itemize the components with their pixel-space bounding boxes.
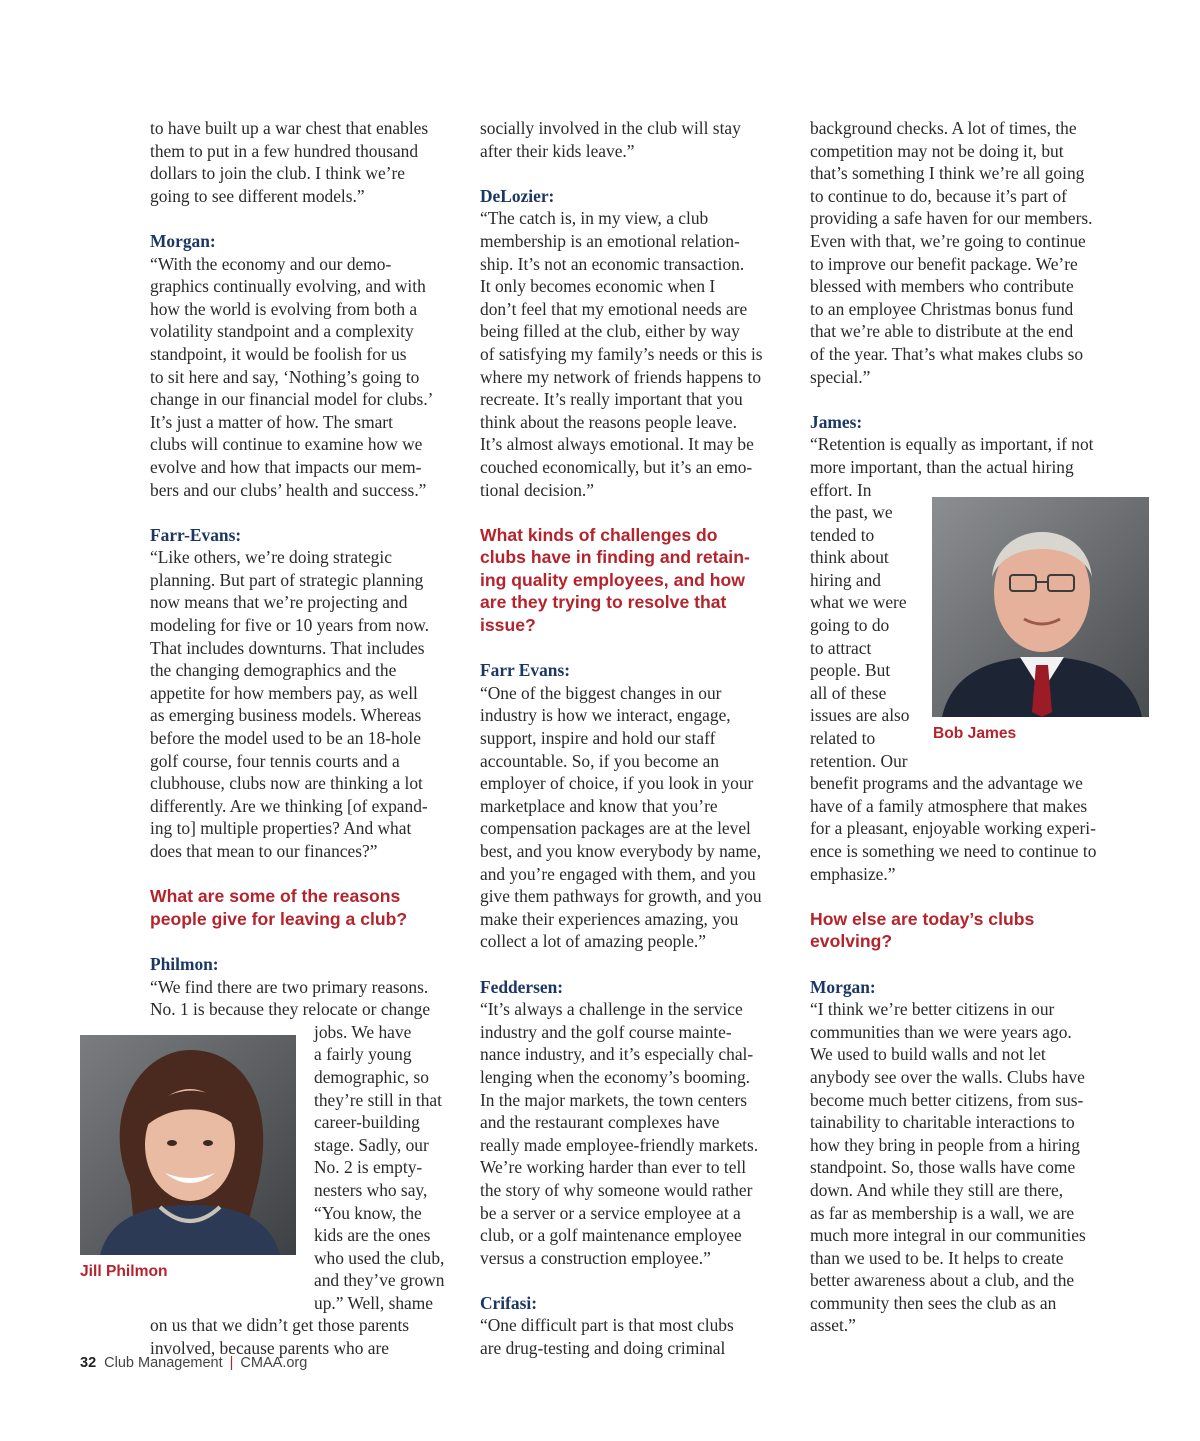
body-text-line: going to see different models.”: [150, 185, 365, 206]
body-text-line: kids are the ones: [314, 1225, 431, 1246]
body-text-line: “With the economy and our demo-: [150, 253, 392, 274]
paragraph-spacer: [480, 637, 792, 660]
body-text-line: asset.”: [810, 1315, 856, 1336]
speaker-name: James:: [810, 411, 863, 432]
body-text-line: to sit here and say, ‘Nothing’s going to: [150, 366, 420, 387]
body-text-line: Even with that, we’re going to continue: [810, 230, 1086, 251]
body-text-line: being filled at the club, either by way: [480, 321, 740, 342]
body-text-line: We’re working harder than ever to tell: [480, 1157, 747, 1178]
paragraph-spacer: [480, 1269, 792, 1292]
body-text-line: now means that we’re projecting and: [150, 592, 408, 613]
body-text-line: community then sees the club as an: [810, 1292, 1057, 1313]
body-text-line: how they bring in people from a hiring: [810, 1134, 1080, 1155]
body-text-line: anybody see over the walls. Clubs have: [810, 1066, 1085, 1087]
body-text-line: are drug-testing and doing criminal: [480, 1338, 726, 1359]
body-text-line: communities than we were years ago.: [810, 1021, 1072, 1042]
body-text-line: to have built up a war chest that enables: [150, 118, 429, 138]
body-text-line: socially involved in the club will stay: [480, 118, 741, 138]
body-text-line: as far as membership is a wall, we are: [810, 1202, 1075, 1223]
body-text-line: give them pathways for growth, and you: [480, 886, 762, 907]
body-text-line: club, or a golf maintenance employee: [480, 1225, 742, 1246]
body-text-line: emphasize.”: [810, 863, 896, 884]
body-text-line: to an employee Christmas bonus fund: [810, 298, 1074, 319]
body-text-line: standpoint. So, those walls have come: [810, 1157, 1076, 1178]
body-text-line: jobs. We have: [314, 1021, 412, 1042]
jill-philmon-photo: [80, 1035, 296, 1255]
body-text-line: the past, we: [810, 502, 893, 523]
body-text-line: retention. Our: [810, 750, 908, 771]
body-text-line: ship. It’s not an economic transaction.: [480, 253, 745, 274]
body-text-line: recreate. It’s really important that you: [480, 389, 743, 410]
body-text-line: clubs will continue to examine how we: [150, 434, 423, 455]
body-text-line: tional decision.”: [480, 479, 594, 500]
body-text-line: benefit programs and the advantage we: [810, 773, 1083, 794]
body-text-line: It’s just a matter of how. The smart: [150, 411, 393, 432]
bob-james-photo: [932, 497, 1149, 717]
body-text-line: No. 1 is because they relocate or change: [150, 999, 431, 1020]
body-text-line: providing a safe haven for our members.: [810, 208, 1093, 229]
speaker-name: Farr Evans:: [480, 660, 571, 681]
body-text-line: they’re still in that: [314, 1089, 442, 1110]
body-text-line: compensation packages are at the level: [480, 818, 751, 839]
body-text-line: as emerging business models. Whereas: [150, 705, 422, 726]
body-text-line: hiring and: [810, 569, 881, 590]
body-text-line: more important, than the actual hiring: [810, 456, 1074, 477]
question-heading: How else are today’s clubs: [810, 908, 1035, 929]
body-text-line: think about: [810, 547, 889, 568]
body-text-line: That includes downturns. That includes: [150, 637, 425, 658]
body-text-line: “One difficult part is that most clubs: [480, 1315, 734, 1336]
body-text-line: than we used to be. It helps to create: [810, 1247, 1064, 1268]
body-text-line: going to do: [810, 615, 890, 636]
body-text-line: change in our financial model for clubs.’: [150, 389, 434, 410]
body-text-line: on us that we didn’t get those parents: [150, 1315, 410, 1336]
speaker-name: DeLozier:: [480, 185, 555, 206]
body-text-line: to attract: [810, 637, 872, 658]
body-text-line: differently. Are we thinking [of expand-: [150, 795, 428, 816]
body-text-line: of satisfying my family’s needs or this is: [480, 343, 763, 364]
body-text-line: “Retention is equally as important, if not: [810, 434, 1094, 455]
body-text-line: nesters who say,: [314, 1179, 428, 1200]
body-text-line: marketplace and know that you’re: [480, 795, 718, 816]
question-heading: issue?: [480, 615, 536, 636]
body-text-line: best, and you know everybody by name,: [480, 841, 762, 861]
paragraph-spacer: [150, 930, 460, 953]
body-text-line: what we were: [810, 592, 907, 613]
body-text-line: In the major markets, the town centers: [480, 1089, 748, 1110]
paragraph-spacer: [480, 953, 792, 976]
body-text-line: competition may not be doing it, but: [810, 140, 1064, 161]
body-text-line: and they’ve grown: [314, 1270, 445, 1291]
body-text-line: lenging when the economy’s booming.: [480, 1066, 750, 1087]
question-heading: evolving?: [810, 931, 893, 952]
body-text-line: think about the reasons people leave.: [480, 411, 737, 432]
body-text-line: demographic, so: [314, 1066, 429, 1087]
body-text-line: up.” Well, shame: [314, 1292, 434, 1313]
question-heading: ing quality employees, and how: [480, 569, 745, 590]
body-text-line: them to put in a few hundred thousand: [150, 140, 419, 161]
body-text-line: couched economically, but it’s an emo-: [480, 456, 753, 477]
body-text-line: accountable. So, if you become an: [480, 750, 720, 771]
body-text-line: related to: [810, 728, 876, 749]
body-text-line: really made employee-friendly markets.: [480, 1134, 759, 1155]
body-text-line: “I think we’re better citizens in our: [810, 999, 1055, 1020]
body-text-line: where my network of friends happens to: [480, 366, 762, 387]
question-heading: What kinds of challenges do: [480, 524, 718, 545]
article-column-2: [480, 117, 792, 1360]
paragraph-spacer: [150, 207, 460, 230]
body-text-line: support, inspire and hold our staff: [480, 728, 716, 749]
body-text-line: “You know, the: [314, 1202, 422, 1223]
website-link[interactable]: CMAA.org: [240, 1355, 308, 1371]
body-text-line: don’t feel that my emotional needs are: [480, 298, 748, 319]
body-text-line: to continue to do, because it’s part of: [810, 185, 1067, 206]
body-text-line: background checks. A lot of times, the: [810, 118, 1077, 138]
body-text-line: membership is an emotional relation-: [480, 230, 740, 251]
question-heading: people give for leaving a club?: [150, 908, 408, 929]
body-text-line: to improve our benefit package. We’re: [810, 253, 1078, 274]
page-number: 32: [80, 1355, 97, 1371]
body-text-line: ence is something we need to continue to: [810, 841, 1097, 861]
body-text-line: ing to] multiple properties? And what: [150, 818, 412, 839]
body-text-line: collect a lot of amazing people.”: [480, 931, 706, 952]
body-text-line: We used to build walls and not let: [810, 1044, 1046, 1065]
footer-separator: |: [229, 1355, 234, 1371]
body-text-line: tainability to charitable interactions to: [810, 1112, 1075, 1133]
body-text-line: volatility standpoint and a complexity: [150, 321, 414, 342]
question-heading: What are some of the reasons: [150, 886, 401, 907]
bob-james-caption: Bob James: [933, 725, 1017, 742]
body-text-line: planning. But part of strategic planning: [150, 569, 424, 590]
body-text-line: all of these: [810, 682, 887, 703]
body-text-line: involved, because parents who are: [150, 1338, 390, 1359]
speaker-name: Farr-Evans:: [150, 524, 242, 545]
body-text-line: “We find there are two primary reasons.: [150, 976, 429, 997]
paragraph-spacer: [150, 863, 460, 886]
body-text-line: after their kids leave.”: [480, 140, 635, 161]
question-heading: are they trying to resolve that: [480, 592, 727, 613]
body-text-line: better awareness about a club, and the: [810, 1270, 1075, 1291]
body-text-line: how the world is evolving from both a: [150, 298, 418, 319]
body-text-line: much more integral in our communities: [810, 1225, 1086, 1246]
body-text-line: make their experiences amazing, you: [480, 908, 739, 929]
paragraph-spacer: [480, 501, 792, 524]
question-heading: clubs have in finding and retain-: [480, 547, 750, 568]
paragraph-spacer: [480, 162, 792, 185]
body-text-line: stage. Sadly, our: [314, 1134, 429, 1155]
body-text-line: does that mean to our finances?”: [150, 841, 378, 861]
paragraph-spacer: [150, 501, 460, 524]
body-text-line: “One of the biggest changes in our: [480, 682, 722, 703]
body-text-line: No. 2 is empty-: [314, 1157, 423, 1178]
body-text-line: before the model used to be an 18-hole: [150, 728, 421, 749]
body-text-line: and you’re engaged with them, and you: [480, 863, 756, 884]
body-text-line: down. And while they still are there,: [810, 1179, 1064, 1200]
paragraph-spacer: [810, 388, 1120, 411]
body-text-line: modeling for five or 10 years from now.: [150, 615, 429, 636]
body-text-line: standpoint, it would be foolish for us: [150, 343, 407, 364]
body-text-line: “It’s always a challenge in the service: [480, 999, 743, 1020]
body-text-line: bers and our clubs’ health and success.”: [150, 479, 427, 500]
body-text-line: dollars to join the club. I think we’re: [150, 163, 406, 184]
body-text-line: who used the club,: [314, 1247, 445, 1268]
body-text-line: appetite for how members pay, as well: [150, 682, 418, 703]
body-text-line: the changing demographics and the: [150, 660, 397, 681]
body-text-line: special.”: [810, 366, 871, 387]
body-text-line: clubhouse, clubs now are thinking a lot: [150, 773, 423, 794]
body-text-line: have of a family atmosphere that makes: [810, 795, 1088, 816]
body-text-line: It only becomes economic when I: [480, 276, 716, 297]
body-text-line: the story of why someone would rather: [480, 1179, 753, 1200]
body-text-line: industry and the golf course mainte-: [480, 1021, 732, 1042]
jill-philmon-caption: Jill Philmon: [80, 1263, 168, 1280]
body-text-line: that we’re able to distribute at the end: [810, 321, 1074, 342]
body-text-line: It’s almost always emotional. It may be: [480, 434, 754, 455]
body-text-line: and the restaurant complexes have: [480, 1112, 720, 1133]
body-text-line: become much better citizens, from sus-: [810, 1089, 1084, 1110]
body-text-line: employer of choice, if you look in your: [480, 773, 754, 794]
page-footer: [80, 1355, 307, 1371]
publication-name: Club Management: [104, 1355, 223, 1371]
speaker-name: Morgan:: [810, 976, 876, 997]
body-text-line: career-building: [314, 1112, 420, 1133]
body-text-line: “The catch is, in my view, a club: [480, 208, 709, 229]
body-text-line: of the year. That’s what makes clubs so: [810, 343, 1084, 364]
body-text-line: industry is how we interact, engage,: [480, 705, 731, 726]
body-text-line: golf course, four tennis courts and a: [150, 750, 400, 771]
body-text-line: nance industry, and it’s especially chal-: [480, 1044, 754, 1065]
body-text-line: graphics continually evolving, and with: [150, 276, 426, 297]
body-text-line: versus a construction employee.”: [480, 1247, 711, 1268]
paragraph-spacer: [810, 953, 1120, 976]
speaker-name: Feddersen:: [480, 976, 564, 997]
body-text-line: a fairly young: [314, 1044, 412, 1065]
paragraph-spacer: [810, 885, 1120, 908]
body-text-line: be a server or a service employee at a: [480, 1202, 741, 1223]
body-text-line: for a pleasant, enjoyable working experi-: [810, 818, 1096, 839]
body-text-line: evolve and how that impacts our mem-: [150, 456, 422, 477]
body-text-line: tended to: [810, 524, 875, 545]
body-text-line: issues are also: [810, 705, 910, 726]
body-text-line: effort. In: [810, 479, 872, 500]
body-text-line: “Like others, we’re doing strategic: [150, 547, 392, 568]
speaker-name: Morgan:: [150, 230, 216, 251]
speaker-name: Philmon:: [150, 953, 219, 974]
body-text-line: that’s something I think we’re all going: [810, 163, 1085, 184]
body-text-line: people. But: [810, 660, 891, 681]
body-text-line: blessed with members who contribute: [810, 276, 1074, 297]
speaker-name: Crifasi:: [480, 1292, 537, 1313]
